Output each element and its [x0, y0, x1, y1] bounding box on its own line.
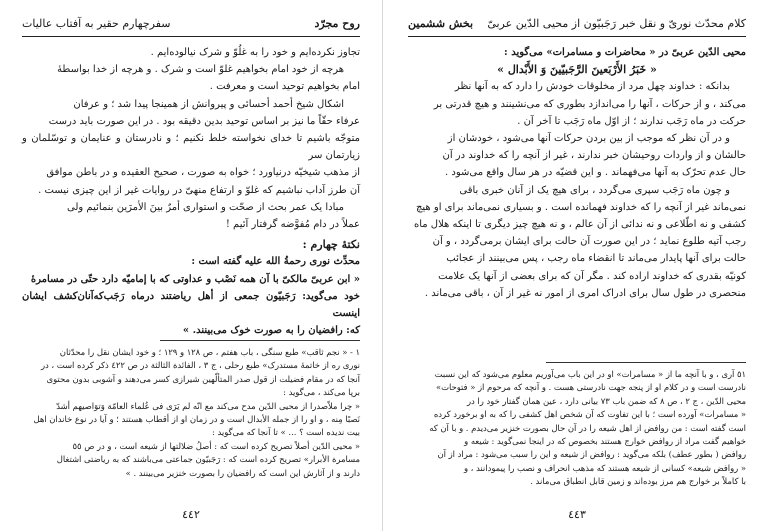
footnote-line: خواهيم گفت مراد از روافض خوارج هستند بخصوص كه در اينجا نمى‌گويد : شيعه و	[464, 436, 746, 447]
text-line: بدانكه : خداوند چهل مرد از مخلوقات خودش را دارد كه به آنها نظر	[454, 81, 730, 93]
text-line: مبادا يک عمر بحث از صحّت و استوارى أمرٌ بينَ الأمرَين بنمائيم ولى	[67, 201, 344, 213]
left-page-header	[22, 14, 360, 34]
right-page-header	[408, 14, 746, 34]
author-line: محدِّث نورى رحمةُ الله عليه گفته است :	[191, 256, 360, 268]
footnote-line: « مسامرات» آورده است ؛ با اين تفاوت كه آن شخص اهل كشفى را كه به او برخورد كرده	[433, 409, 746, 420]
footnote-line: نَصبًا مِنه ، و او را از جمله الأبدال است و در زمان او از أقطاب هستند ؛ و آيا در نوع خاندان اهل	[33, 414, 360, 425]
text-line: آن طرز آداب نباشيم كه غلوّ و ارتفاع منهىّ در روايات غير از اين چيزى نيست .	[38, 184, 360, 196]
text-line: و در آن نظر كه موجب از بين بردن حركات آنها مى‌شود ، خودشان از	[447, 133, 730, 145]
right-page-number: ٤٤٣	[568, 508, 586, 521]
footnote-line: نورى ره از خاتمهٔ مستدرک» طبع رحلى ، ج ٣ ، الفائدة الثالثة در ص ٤٢٢ ذكر كرده است ، در	[40, 360, 360, 371]
right-footnote-rule	[546, 362, 746, 363]
text-line: رجب آتيه طلوع نمايد ؛ در اين صورت آن حالت براى ايشان برمى‌گردد ، و آن	[432, 236, 746, 248]
text-line: از مذهب شيخيّه درنياورد ؛ خواه به صورت ، صحيح العقيده و در باطن موافق	[46, 167, 360, 179]
text-line: كونيّه بقدرى كه خداوند اراده كند . مگر آن كه براى بعضى از آنها يک علامت	[438, 270, 746, 282]
left-header-subtitle: سفرچهارم حقير به آفتاب عاليات	[22, 17, 171, 30]
footnote-line: مسامرة الأبرار» تصريح كرده است كه : رَجَبيّون جماعتى مى‌باشند كه به رياضتى اشتغال	[56, 454, 360, 465]
text-line: اشكال شيخ أحمد أحسائى و پيروانش از همينجا پيدا شد ؛ و عرفان	[73, 98, 344, 110]
text-line: حالشان و از واردات روحيشان خبر ندارند ، غير از آنچه را كه خداوند در آن	[442, 150, 746, 162]
left-footnote-rule	[160, 340, 360, 341]
footnote-line: روافض ( بطور عطف) بلكه مى‌گويد : روافض از شيعه و اين را سبب مى‌شود : مراد از آن	[437, 449, 746, 460]
left-body-text	[22, 44, 360, 339]
section-title: نكتهٔ چهارم :	[302, 238, 360, 252]
text-line: منحصرى در طول سال براى ادراک امرى از امور نه غير از آن ، باقى مى‌ماند .	[424, 287, 746, 299]
right-page	[386, 0, 768, 531]
text-line: و چون ماه رَجَب سپرى مى‌گردد ، براى هيچ يک از آنان خبرى باقى	[459, 184, 730, 196]
arabic-heading: « خَبَرُ الأَرْبَعينَ الرَّجَبيّينَ وَ الأَبْدال »	[497, 63, 657, 77]
left-page-number: ٤٤٢	[182, 508, 200, 521]
text-line: متوجّه باشيم تا خداى نخواسته خلط نكنيم ؛ و نادرستان و عنايمان و توسّلمان و زيارتمان سر	[22, 133, 360, 162]
footnote-line: « چرا ملاّصدرا از محيى الدّين مدح مى‌كند مع انّه لم يَرَى فى عُلماء العامّة وَتوَاصيهم أشدّ	[56, 400, 360, 411]
text-line: هرچه از خود امام بخواهيم غلوّ است و شرک . و هرچه از خدا بواسطهٔ	[57, 64, 344, 76]
footnote-line: محيى الدّين ، ج ٢ ، ص ٨ كه ضمن باب ٧٣ بيانى دارد ، عين همان گفتار خود را در	[466, 395, 746, 406]
footnote-line: ٥١ آرى ، و با آنچه ما از « مسامرات» او در اين باب مى‌آوريم معلوم مى‌شود كه اين نسبت	[434, 369, 746, 379]
right-header-subtitle: بخش ششمين	[408, 17, 474, 30]
footnote-line: آنجا كه در مقام فضيلت از قول صدر المتألّهين شيرازى كسر مى‌دهند و آشوبى بدون محتوى	[46, 373, 360, 384]
text-line: عرفاء حقّاً ما نيز بر اساس توحيد بدين دقيقه بود . در اين صورت بايد درست	[48, 115, 360, 127]
footnote-line: است گفته است : من روافض از اهل شيعه را در آن حال بصورت خنزير مى‌ديدم . و با آن كه	[429, 422, 746, 433]
text-line: حركت در ماه رَجَب ندارند ؛ از اوّل ماه رَجَب تا آخر آن .	[517, 115, 746, 127]
text-line: حال عدم تحرّک به آنها مى‌فهماند . و اين قضيّه در هر سال واقع مى‌شود .	[445, 167, 746, 179]
footnote-line: بيت نديده است ؟ ... » تا آنجا كه مى‌گويد :	[212, 427, 360, 438]
intro-line: محيى الدّين عربىّ در « محاضرات و مسامرات» مى‌گويد :	[504, 47, 746, 58]
left-header-title: روح مجرّد	[314, 17, 360, 30]
right-footnotes	[408, 368, 746, 489]
footnote-line: نادرست است و در كلام او از پنجه جهت نادرستى هست . و آنچه كه مرحوم از « فتوحات»	[435, 382, 746, 393]
left-header-rule	[22, 36, 360, 37]
text-line: امام بخواهيم توحيد است و معرفت .	[209, 81, 360, 93]
text-line: حالت براى آنها پايدار مى‌ماند تا انقضاء ماه رجب ، پس مى‌بينند از عجائب	[446, 253, 746, 265]
text-line: كشفى و نه اطّلاعى و نه ندائى از آن عالم ، و نه هيچ چيز ديگرى تا اينكه هلال ماه	[413, 219, 746, 231]
quote-line: كه: رافضيان را به صورت خوک مى‌بينند. »	[182, 325, 360, 337]
footnote-line: با كاملاً بر خوارج هم مرز بوده‌اند و زمين قابل انطباق مى‌ماند .	[530, 476, 746, 487]
left-footnotes	[22, 346, 360, 480]
text-line: عملاً در دام مُفوَّضه گرفتار آئيم !	[225, 219, 360, 231]
text-line: نمى‌ماند غير از آنچه را كه خداوند فهمانده است . و بسيارى نمى‌ماند براى او هيچ	[415, 201, 746, 213]
footnote-line: دارند و از آثارش اين است كه رافضيان را بصورت خنزير مى‌بينند . »	[125, 467, 360, 478]
quote-line: خود مى‌گويد: رَجَبيّون جمعى از أهل رياضتند درماه رَجَب‌كه‌آنان‌كشف ايشان اينست	[22, 290, 360, 320]
quote-line: « ابن عربىّ مالكىّ با آن همه نَصْب و عداوتى كه با إماميّه دارد حتّى در مسامرهٔ	[30, 273, 360, 285]
right-body-text	[408, 44, 746, 302]
right-header-title: كلام محدّث نورىّ و نقل خبر رَجَبيّون از محيى الدّين عربىّ	[487, 17, 746, 30]
footnote-line: ١ - « نجم ثاقب» طبع سنگى ، باب هفتم ، ص ١٢٨ و ١٢٩ ؛ و خود ايشان نقل را محدّثان	[59, 347, 360, 357]
footnote-line: برپا مى‌كند ، مى‌گويد :	[283, 387, 360, 398]
footnote-line: « محيى الدّين أصلاً تصريح كرده است كه : أصلُ ضلالتها از شيعه است ، و در ص ٥٥	[72, 440, 360, 451]
text-line: مى‌كند ، و از حركات ، آنها را مى‌اندازد بطورى كه مى‌نشينند و هيچ قدرتى بر	[433, 98, 746, 110]
left-page	[0, 0, 383, 531]
footnote-line: « روافض شيعه» كسانى از شيعه هستند كه مذهب انحراف و نصب را پيمودانند ، و	[463, 462, 746, 473]
text-line: تجاوز نكرده‌ايم و خود را به غلُوّ و شرک نيالوده‌ايم .	[150, 47, 360, 58]
right-header-rule	[408, 36, 746, 37]
